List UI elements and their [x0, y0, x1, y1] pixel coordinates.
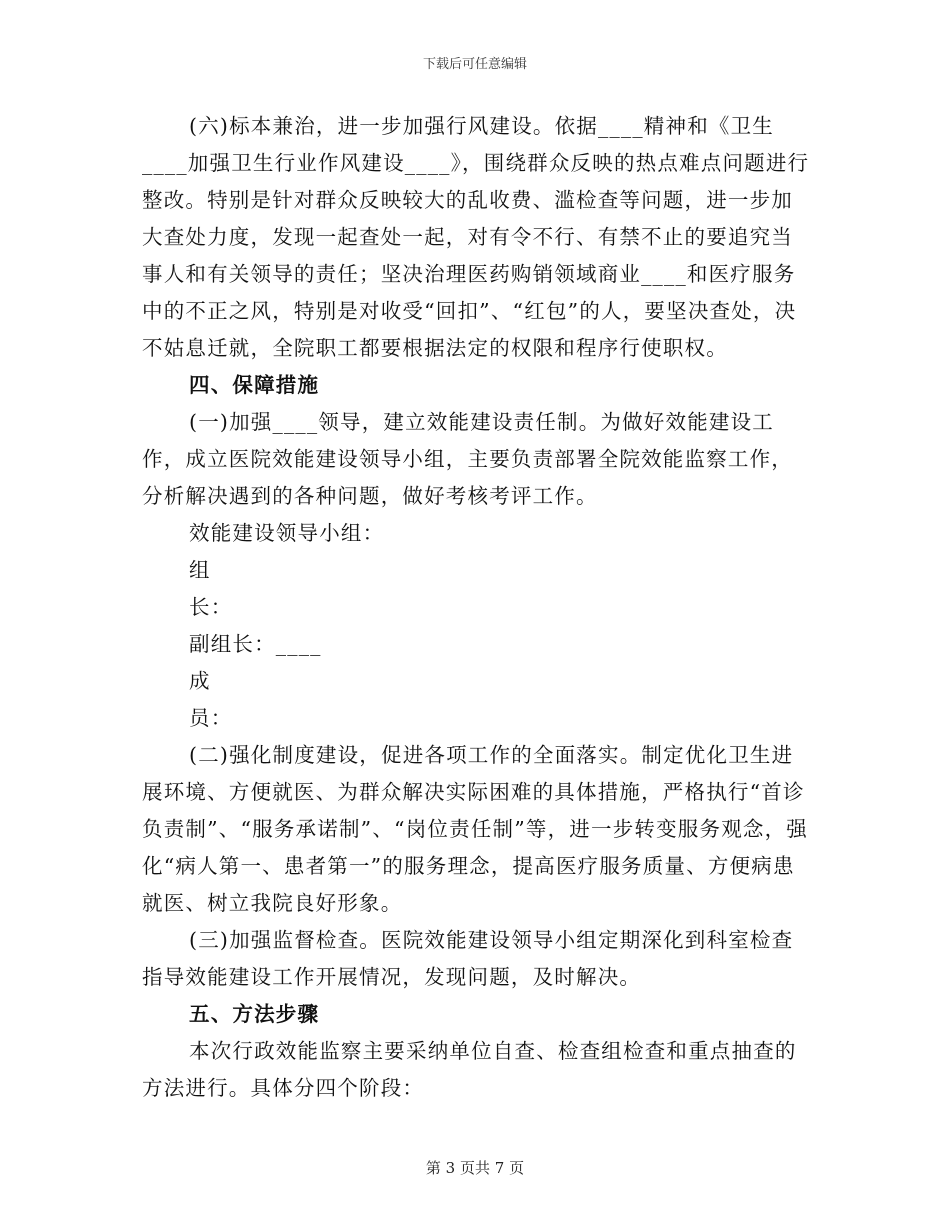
document-body	[142, 108, 812, 1107]
group-leader-line-1: 组	[189, 558, 211, 582]
paragraph-measure-1: (一)加强____领导，建立效能建设责任制。为做好效能建设工作，成立医院效能建设领导小组，主要负责部署全院效能监察工作，分析解决遇到的各种问题，做好考核考评工作。	[142, 410, 793, 508]
group-title: 效能建设领导小组：	[189, 521, 385, 545]
section-heading-5: 五、方法步骤	[189, 1002, 320, 1026]
paragraph-6: (六)标本兼治，进一步加强行风建设。依据____精神和《卫生____加强卫生行业作风建设____》，围绕群众反映的热点难点问题进行整改。特别是针对群众反映较大的乱收费、滥检查等问题，进一步加大查处力度，发现一起查处一起，对有令不行、有禁不止的要追究当事人和有关领导的责任；坚决治理医药购销领域商业____和医疗服务中的不正之风，特别是对收受“回扣”、“红包”的人，要坚决查处，决不姑息迁就，全院职工都要根据法定的权限和程序行使职权。	[142, 114, 810, 360]
members-line-1: 成	[189, 669, 211, 693]
deputy-leader: 副组长：____	[189, 632, 322, 656]
paragraph-measure-2: (二)强化制度建设，促进各项工作的全面落实。制定优化卫生进展环境、方便就医、为群众解决实际困难的具体措施，严格执行“首诊负责制”、“服务承诺制”、“岗位责任制”等，进一步转变服务观念，强化“病人第一、患者第一”的服务理念，提高医疗服务质量、方便病患就医、树立我院良好形象。	[142, 743, 808, 915]
group-leader-line-2: 长：	[189, 595, 233, 619]
paragraph-measure-3: (三)加强监督检查。医院效能建设领导小组定期深化到科室检查指导效能建设工作开展情况，发现问题，及时解决。	[142, 928, 794, 989]
paragraph-method: 本次行政效能监察主要采纳单位自查、检查组检查和重点抽查的方法进行。具体分四个阶段：	[142, 1039, 797, 1100]
members-line-2: 员：	[189, 706, 233, 730]
page-footer: 第 3 页共 7 页	[425, 1159, 525, 1177]
section-heading-4: 四、保障措施	[189, 373, 320, 397]
page-header: 下载后可任意编辑	[422, 57, 527, 72]
